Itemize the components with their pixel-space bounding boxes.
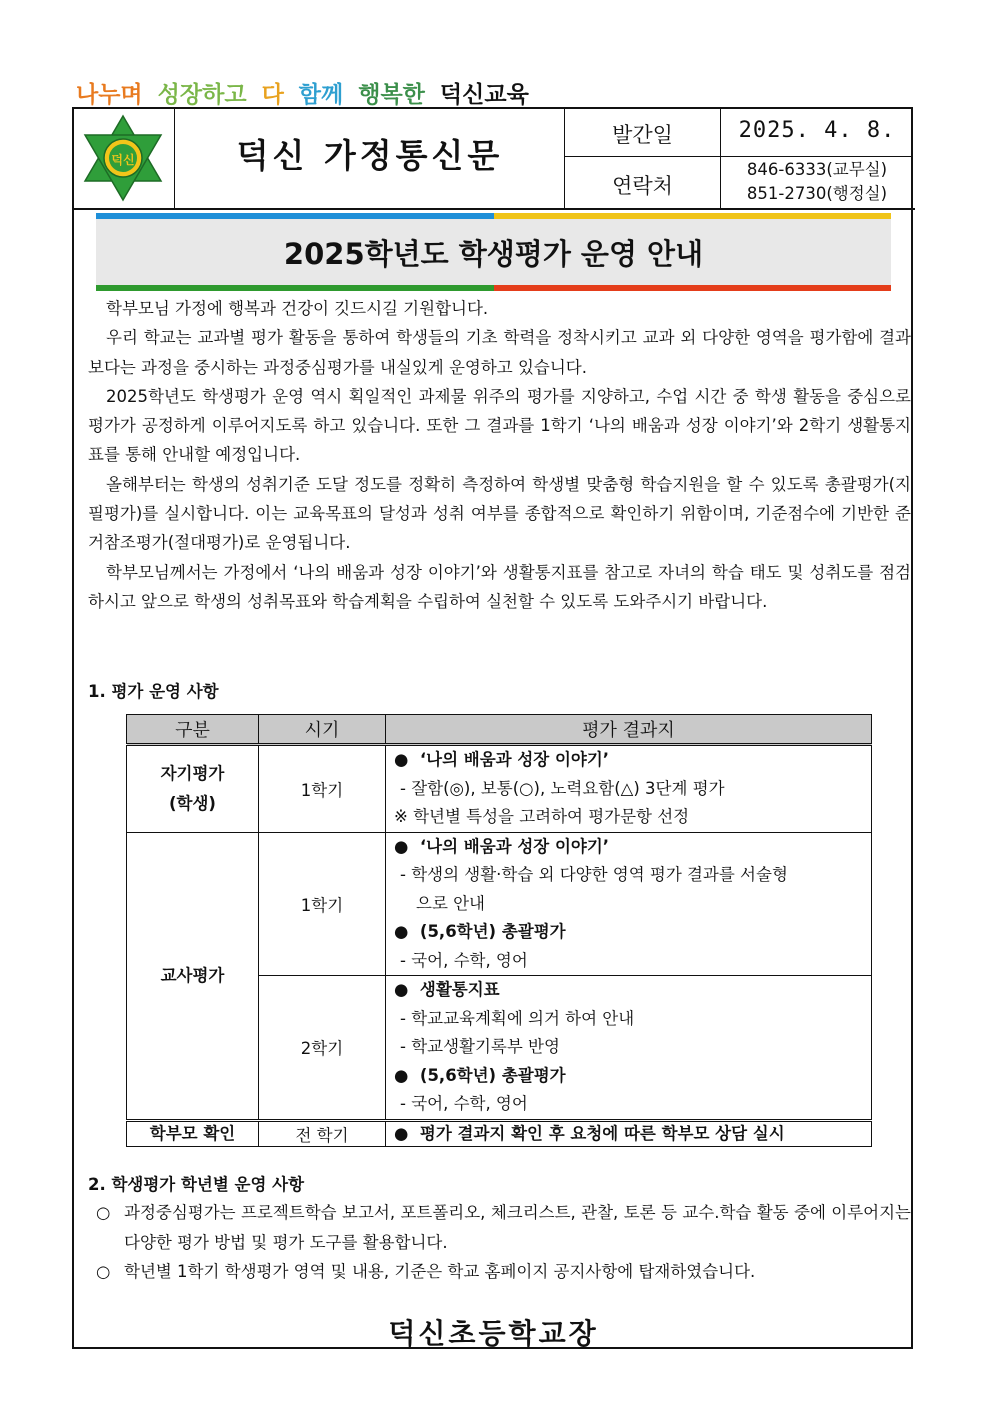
col-result: 평가 결과지 [386,715,872,745]
period-cell: 전 학기 [259,1120,386,1146]
section-2-title: 2. 학생평가 학년별 운영 사항 [88,1175,305,1194]
intro-text [88,294,911,616]
slogan-word: 함께 [298,82,344,108]
period-cell: 1학기 [259,745,386,833]
bullet-icon: ● [394,836,409,856]
evaluation-table [126,714,872,1147]
section-1-title: 1. 평가 운영 사항 [88,682,219,701]
paragraph: 학부모님께서는 가정에서 ‘나의 배움과 성장 이야기’와 생활통지표를 참고로 자녀의 학습 태도 및 성취도를 점검하시고 앞으로 학생의 성취목표와 학습계획을 수립하여 실천할 수 있도록 도와주시기 바랍니다. [88,562,911,611]
list-item-text: 과정중심평가는 프로젝트학습 보고서, 포트폴리오, 체크리스트, 관찰, 토론 등 교수.학습 활동 중에 이루어지는 다양한 평가 방법 및 평가 도구를 활용합니다. [124,1203,911,1252]
result-line: - 학교교육계획에 의거 하여 안내 [400,1008,635,1028]
paragraph: 학부모님 가정에 행복과 건강이 깃드시길 기원합니다. [106,299,489,318]
result-cell [386,976,872,1121]
list-item-text: 학년별 1학기 학생평가 영역 및 내용, 기준은 학교 홈페이지 공지사항에 탑재하였습니다. [124,1262,756,1281]
result-title: ‘나의 배움과 성장 이야기’ [419,836,610,856]
result-line: 으로 안내 [416,893,486,913]
bullet-icon: ● [394,750,409,769]
paragraph: 올해부터는 학생의 성취기준 도달 정도를 정확히 측정하여 학생별 맞춤형 학습지원을 할 수 있도록 총괄평가(지필평가)를 실시합니다. 이는 교육목표의 달성과 성취 여부를 종합적으로 확인하기 위함이며, 기준점수에 기반한 준거참조평가(절대평가)로 운영됩니다. [88,474,911,553]
result-line: - 국어, 수학, 영어 [400,1094,528,1113]
list-item [94,1257,911,1287]
slogan-word: 행복한 [358,82,425,108]
contact-admin: 851-2730(행정실) [746,184,888,203]
slogan-word: 덕신교육 [439,82,529,108]
result-line: - 잘함(◎), 보통(○), 노력요함(△) 3단계 평가 [400,778,725,798]
result-title: (5,6학년) 총괄평가 [419,922,566,941]
result-cell [386,745,872,833]
result-line: - 국어, 수학, 영어 [400,950,528,970]
result-line: - 학교생활기록부 반영 [400,1037,560,1056]
result-title: (5,6학년) 총괄평가 [419,1065,566,1085]
school-logo [80,113,166,203]
col-category: 구분 [127,715,259,745]
slogan-word: 나누며 [76,82,143,108]
bullet-icon: ● [394,1065,409,1085]
headline: 2025학년도 학생평가 운영 안내 [283,237,704,271]
issue-date: 2025. 4. 8. [738,118,896,143]
col-period: 시기 [259,715,386,745]
result-title: 평가 결과지 확인 후 요청에 따른 학부모 상담 실시 [419,1123,785,1143]
bullet-icon: ● [394,980,409,999]
table-row [127,832,872,976]
table-row [127,745,872,833]
issue-date-label: 발간일 [612,123,673,147]
period-cell: 1학기 [259,832,386,976]
paragraph: 우리 학교는 교과별 평가 활동을 통하여 학생들의 기초 학력을 정착시키고 교과 외 다양한 영역을 평가함에 결과보다는 과정을 중시하는 과정중심평가를 내실있게 운영하고 있습니다. [88,328,911,377]
newsletter-title: 덕신 가정통신문 [236,136,504,175]
table-header-row [127,715,872,745]
category-label: 자기평가 [160,763,225,783]
paragraph: 2025학년도 학생평가 운영 역시 획일적인 과제물 위주의 평가를 지양하고, 수업 시간 중 학생 활동을 중심으로 평가가 공정하게 이루어지도록 하고 있습니다. 또한 그 결과를 1학기 ‘나의 배움과 성장 이야기’와 2학기 생활통지표를 통해 안내할 예정입니다. [88,386,911,465]
category-cell: 학부모 확인 [127,1120,259,1146]
section-2-list [94,1198,911,1287]
slogan-word: 다 [261,82,284,108]
school-slogan [76,76,536,109]
result-cell [386,1120,872,1146]
result-note: ※ 학년별 특성을 고려하여 평가문항 선정 [394,807,690,826]
category-cell [127,745,259,833]
circle-bullet-icon: ○ [96,1203,111,1222]
logo-text: 덕신 [111,153,135,167]
table-row [127,1120,872,1146]
contact-office: 846-6333(교무실) [746,160,888,179]
category-sub: (학생) [169,793,216,813]
bullet-icon: ● [394,922,409,941]
bullet-icon: ● [394,1123,409,1143]
result-title: 생활통지표 [419,980,500,999]
result-line: - 학생의 생활·학습 외 다양한 영역 평가 결과를 서술형 [400,865,788,884]
slogan-word: 성장하고 [157,82,247,108]
list-item [94,1198,911,1257]
result-cell [386,832,872,976]
category-cell: 교사평가 [127,832,259,1120]
contact-label: 연락처 [612,174,673,198]
result-title: ‘나의 배움과 성장 이야기’ [419,750,610,769]
circle-bullet-icon: ○ [96,1262,111,1281]
period-cell: 2학기 [259,976,386,1121]
principal-signature: 덕신초등학교장 [388,1317,599,1350]
contact-numbers [721,158,913,206]
